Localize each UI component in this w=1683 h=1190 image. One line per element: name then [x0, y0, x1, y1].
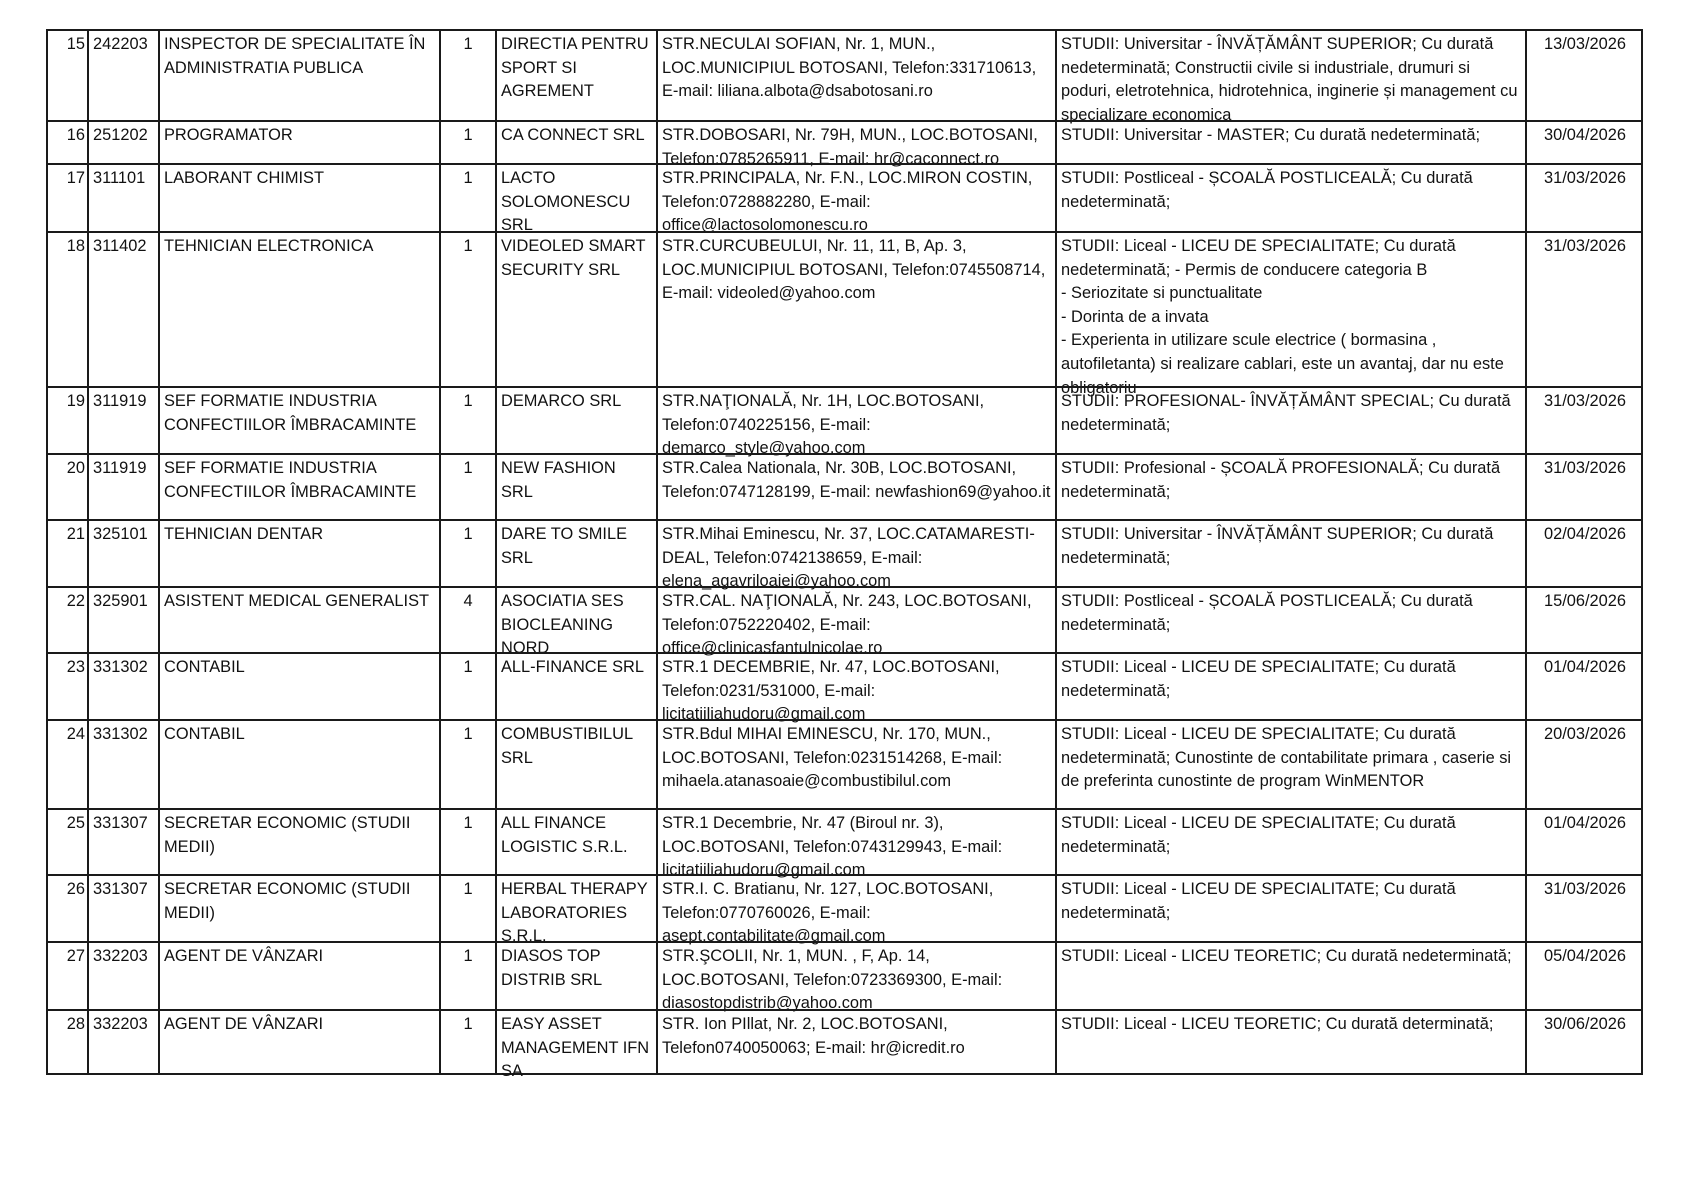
job-requirements: STUDII: Profesional - ȘCOALĂ PROFESIONALĂ; Cu durată nedeterminată; — [1055, 455, 1525, 519]
row-number: 24 — [66, 725, 85, 743]
occupation-title: AGENT DE VÂNZARI — [158, 1011, 439, 1075]
employer-name: ASOCIATIA SES BIOCLEANING NORD — [495, 588, 656, 652]
positions-count: 4 — [439, 588, 495, 652]
job-requirements: STUDII: Universitar - ÎNVĂȚĂMÂNT SUPERIOR; Cu durată nedeterminată; Constructii civile si industriale, drumuri si poduri, eletrotehnica, hidrotehnica, inginerie și management cu specializare economica — [1055, 31, 1525, 120]
row-number: 15 — [66, 35, 85, 53]
table-row — [48, 163, 1641, 235]
employer-address: STR.PRINCIPALA, Nr. F.N., LOC.MIRON COSTIN, Telefon:0728882280, E-mail: office@lactosolomonescu.ro — [656, 165, 1055, 231]
table-row — [48, 941, 1641, 1013]
table-row — [48, 719, 1641, 808]
job-requirements: STUDII: Liceal - LICEU DE SPECIALITATE; Cu durată nedeterminată; - Permis de conducere categoria B - Seriozitate si punctualitate - Dorinta de a invata - Experienta in utilizare scule electrice ( bormasina , autofiletanta) si realizare cablari, este un avantaj, dar nu este obligatoriu — [1055, 233, 1525, 386]
row-number: 20 — [66, 459, 85, 477]
row-number: 27 — [66, 947, 85, 965]
employer-name: DIRECTIA PENTRU SPORT SI AGREMENT — [495, 31, 656, 120]
employer-address: STR.CAL. NAŢIONALĂ, Nr. 243, LOC.BOTOSANI, Telefon:0752220402, E-mail: office@clinicasfantulnicolae.ro — [656, 588, 1055, 652]
occupation-title: CONTABIL — [158, 721, 439, 808]
job-requirements: STUDII: Postliceal - ȘCOALĂ POSTLICEALĂ; Cu durată nedeterminată; — [1055, 588, 1525, 652]
employer-address: STR. Ion PIllat, Nr. 2, LOC.BOTOSANI, Telefon0740050063; E-mail: hr@icredit.ro — [656, 1011, 1055, 1075]
job-requirements: STUDII: Universitar - MASTER; Cu durată nedeterminată; — [1055, 122, 1525, 163]
valid-until-date: 31/03/2026 — [1525, 165, 1643, 231]
positions-count: 1 — [439, 810, 495, 874]
employer-address: STR.1 Decembrie, Nr. 47 (Biroul nr. 3), LOC.BOTOSANI, Telefon:0743129943, E-mail: licitatiiliahudoru@gmail.com — [656, 810, 1055, 874]
employer-address: STR.Mihai Eminescu, Nr. 37, LOC.CATAMARESTI-DEAL, Telefon:0742138659, E-mail: elena_agavriloaiei@yahoo.com — [656, 521, 1055, 586]
valid-until-date: 01/04/2026 — [1525, 654, 1643, 719]
employer-name: ALL FINANCE LOGISTIC S.R.L. — [495, 810, 656, 874]
row-number: 22 — [66, 592, 85, 610]
employer-name: VIDEOLED SMART SECURITY SRL — [495, 233, 656, 386]
valid-until-date: 30/04/2026 — [1525, 122, 1643, 163]
table-row — [48, 231, 1641, 397]
row-number: 18 — [66, 237, 85, 255]
occupation-code: 331307 — [87, 810, 158, 874]
occupation-code: 332203 — [87, 1011, 158, 1075]
table-row — [48, 874, 1641, 946]
occupation-code: 325901 — [87, 588, 158, 652]
employer-address: STR.Calea Nationala, Nr. 30B, LOC.BOTOSANI, Telefon:0747128199, E-mail: newfashion69@yahoo.it — [656, 455, 1055, 519]
row-number: 17 — [66, 169, 85, 187]
positions-count: 1 — [439, 455, 495, 519]
occupation-title: SEF FORMATIE INDUSTRIA CONFECTIILOR ÎMBRACAMINTE — [158, 388, 439, 453]
occupation-title: LABORANT CHIMIST — [158, 165, 439, 231]
row-number: 16 — [66, 126, 85, 144]
occupation-title: SEF FORMATIE INDUSTRIA CONFECTIILOR ÎMBRACAMINTE — [158, 455, 439, 519]
positions-count: 1 — [439, 165, 495, 231]
job-requirements: STUDII: Liceal - LICEU DE SPECIALITATE; Cu durată nedeterminată; — [1055, 654, 1525, 719]
employer-name: EASY ASSET MANAGEMENT IFN SA — [495, 1011, 656, 1075]
occupation-code: 311402 — [87, 233, 158, 386]
valid-until-date: 13/03/2026 — [1525, 31, 1643, 120]
employer-address: STR.ŞCOLII, Nr. 1, MUN. , F, Ap. 14, LOC.BOTOSANI, Telefon:0723369300, E-mail: diasostopdistrib@yahoo.com — [656, 943, 1055, 1009]
row-number: 26 — [66, 880, 85, 898]
job-requirements: STUDII: Liceal - LICEU TEORETIC; Cu durată nedeterminată; — [1055, 943, 1525, 1009]
occupation-title: INSPECTOR DE SPECIALITATE ÎN ADMINISTRATIA PUBLICA — [158, 31, 439, 120]
employer-name: HERBAL THERAPY LABORATORIES S.R.L. — [495, 876, 656, 941]
positions-count: 1 — [439, 721, 495, 808]
valid-until-date: 20/03/2026 — [1525, 721, 1643, 808]
employer-name: DEMARCO SRL — [495, 388, 656, 453]
job-requirements: STUDII: PROFESIONAL- ÎNVĂȚĂMÂNT SPECIAL; Cu durată nedeterminată; — [1055, 388, 1525, 453]
occupation-code: 251202 — [87, 122, 158, 163]
employer-name: COMBUSTIBILUL SRL — [495, 721, 656, 808]
occupation-code: 332203 — [87, 943, 158, 1009]
row-number: 23 — [66, 658, 85, 676]
occupation-title: CONTABIL — [158, 654, 439, 719]
job-requirements: STUDII: Liceal - LICEU DE SPECIALITATE; Cu durată nedeterminată; — [1055, 810, 1525, 874]
table-row — [48, 519, 1641, 591]
positions-count: 1 — [439, 521, 495, 586]
job-requirements: STUDII: Liceal - LICEU TEORETIC; Cu durată determinată; — [1055, 1011, 1525, 1075]
valid-until-date: 02/04/2026 — [1525, 521, 1643, 586]
positions-count: 1 — [439, 943, 495, 1009]
occupation-code: 242203 — [87, 31, 158, 120]
positions-count: 1 — [439, 31, 495, 120]
employer-name: DIASOS TOP DISTRIB SRL — [495, 943, 656, 1009]
employer-address: STR.NECULAI SOFIAN, Nr. 1, MUN., LOC.MUNICIPIUL BOTOSANI, Telefon:331710613, E-mail: liliana.albota@dsabotosani.ro — [656, 31, 1055, 120]
occupation-title: TEHNICIAN DENTAR — [158, 521, 439, 586]
employer-name: DARE TO SMILE SRL — [495, 521, 656, 586]
employer-name: LACTO SOLOMONESCU SRL — [495, 165, 656, 231]
table-row — [48, 120, 1641, 168]
occupation-title: SECRETAR ECONOMIC (STUDII MEDII) — [158, 810, 439, 874]
employer-address: STR.DOBOSARI, Nr. 79H, MUN., LOC.BOTOSANI, Telefon:0785265911, E-mail: hr@caconnect.ro — [656, 122, 1055, 163]
positions-count: 1 — [439, 122, 495, 163]
valid-until-date: 05/04/2026 — [1525, 943, 1643, 1009]
table-row — [48, 1009, 1641, 1081]
occupation-code: 331302 — [87, 654, 158, 719]
table-row — [48, 31, 1641, 124]
row-number: 25 — [66, 814, 85, 832]
positions-count: 1 — [439, 1011, 495, 1075]
occupation-code: 311101 — [87, 165, 158, 231]
table-row — [48, 586, 1641, 658]
table-row — [48, 453, 1641, 519]
valid-until-date: 01/04/2026 — [1525, 810, 1643, 874]
valid-until-date: 31/03/2026 — [1525, 455, 1643, 519]
row-number: 28 — [66, 1015, 85, 1033]
occupation-code: 311919 — [87, 388, 158, 453]
job-vacancies-table — [46, 29, 1643, 1081]
job-requirements: STUDII: Universitar - ÎNVĂȚĂMÂNT SUPERIOR; Cu durată nedeterminată; — [1055, 521, 1525, 586]
positions-count: 1 — [439, 876, 495, 941]
job-requirements: STUDII: Liceal - LICEU DE SPECIALITATE; Cu durată nedeterminată; — [1055, 876, 1525, 941]
valid-until-date: 31/03/2026 — [1525, 233, 1643, 386]
occupation-title: PROGRAMATOR — [158, 122, 439, 163]
valid-until-date: 31/03/2026 — [1525, 388, 1643, 453]
occupation-title: TEHNICIAN ELECTRONICA — [158, 233, 439, 386]
employer-address: STR.I. C. Bratianu, Nr. 127, LOC.BOTOSANI, Telefon:0770760026, E-mail: asept.contabilitate@gmail.com — [656, 876, 1055, 941]
occupation-code: 331307 — [87, 876, 158, 941]
job-requirements: STUDII: Postliceal - ȘCOALĂ POSTLICEALĂ; Cu durată nedeterminată; — [1055, 165, 1525, 231]
occupation-title: ASISTENT MEDICAL GENERALIST — [158, 588, 439, 652]
employer-name: ALL-FINANCE SRL — [495, 654, 656, 719]
table-row — [48, 808, 1641, 880]
occupation-title: SECRETAR ECONOMIC (STUDII MEDII) — [158, 876, 439, 941]
employer-address: STR.CURCUBEULUI, Nr. 11, 11, B, Ap. 3, LOC.MUNICIPIUL BOTOSANI, Telefon:0745508714, E-mail: videoled@yahoo.com — [656, 233, 1055, 386]
valid-until-date: 15/06/2026 — [1525, 588, 1643, 652]
occupation-code: 325101 — [87, 521, 158, 586]
employer-address: STR.Bdul MIHAI EMINESCU, Nr. 170, MUN., LOC.BOTOSANI, Telefon:0231514268, E-mail: mihaela.atanasoaie@combustibilul.com — [656, 721, 1055, 808]
job-requirements: STUDII: Liceal - LICEU DE SPECIALITATE; Cu durată nedeterminată; Cunostinte de contabilitate primara , caserie si de preferinta cunostinte de program WinMENTOR — [1055, 721, 1525, 808]
positions-count: 1 — [439, 654, 495, 719]
valid-until-date: 31/03/2026 — [1525, 876, 1643, 941]
positions-count: 1 — [439, 388, 495, 453]
positions-count: 1 — [439, 233, 495, 386]
occupation-code: 311919 — [87, 455, 158, 519]
employer-address: STR.NAŢIONALĂ, Nr. 1H, LOC.BOTOSANI, Telefon:0740225156, E-mail: demarco_style@yahoo.com — [656, 388, 1055, 453]
employer-name: NEW FASHION SRL — [495, 455, 656, 519]
employer-address: STR.1 DECEMBRIE, Nr. 47, LOC.BOTOSANI, Telefon:0231/531000, E-mail: licitatiiliahudoru@gmail.com — [656, 654, 1055, 719]
occupation-code: 331302 — [87, 721, 158, 808]
occupation-title: AGENT DE VÂNZARI — [158, 943, 439, 1009]
row-number: 21 — [66, 525, 85, 543]
employer-name: CA CONNECT SRL — [495, 122, 656, 163]
table-row — [48, 386, 1641, 458]
table-row — [48, 652, 1641, 724]
row-number: 19 — [66, 392, 85, 410]
valid-until-date: 30/06/2026 — [1525, 1011, 1643, 1075]
